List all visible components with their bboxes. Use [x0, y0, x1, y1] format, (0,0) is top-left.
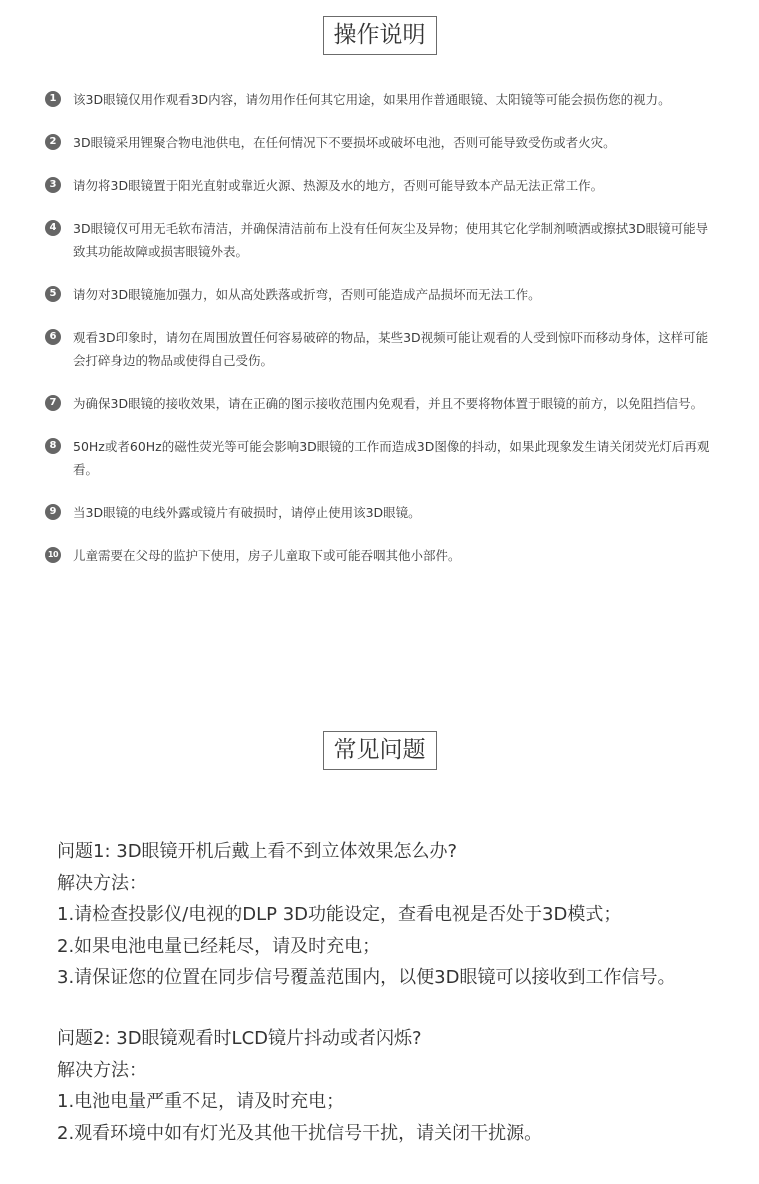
faq-step: 2.如果电池电量已经耗尽，请及时充电；: [57, 935, 381, 957]
list-item: [45, 544, 720, 567]
number-badge: 3: [45, 177, 61, 193]
faq-step: 1.电池电量严重不足，请及时充电；: [57, 1091, 345, 1112]
note-text: 50Hz或者60Hz的磁性荧光等可能会影响3D眼镜的工作而造成3D图像的抖动，如果此现象发生请关闭荧光灯后再观看。: [73, 439, 710, 477]
number-badge: 2: [45, 134, 61, 150]
note-text: 该3D眼镜仅用作观看3D内容，请勿用作任何其它用途，如果用作普通眼镜、太阳镜等可能会损伤您的视力。: [73, 92, 671, 107]
note-text: 为确保3D眼镜的接收效果，请在正确的图示接收范围内免观看，并且不要将物体置于眼镜的前方，以免阻挡信号。: [73, 396, 704, 411]
note-text: 请勿对3D眼镜施加强力，如从高处跌落或折弯，否则可能造成产品损坏而无法工作。: [73, 287, 541, 302]
faq-block-2: [57, 1023, 747, 1149]
number-badge: 6: [45, 329, 61, 345]
faq-question: 问题2: 3D眼镜观看时LCD镜片抖动或者闪烁?: [57, 1028, 422, 1049]
list-item: [45, 131, 720, 154]
list-item: [45, 88, 720, 111]
number-badge: 7: [45, 395, 61, 411]
note-text: 当3D眼镜的电线外露或镜片有破损时，请停止使用该3D眼镜。: [73, 505, 421, 520]
section-title-operation: 操作说明: [323, 16, 437, 55]
note-text: 观看3D印象时，请勿在周围放置任何容易破碎的物品，某些3D视频可能让观看的人受到惊吓而移动身体，这样可能会打碎身边的物品或使得自己受伤。: [73, 330, 709, 368]
section-title-faq: 常见问题: [323, 731, 437, 770]
faq-solution-label: 解决方法：: [57, 1059, 147, 1081]
note-text: 儿童需要在父母的监护下使用，房子儿童取下或可能吞咽其他小部件。: [73, 548, 461, 563]
number-badge: 1: [45, 91, 61, 107]
number-badge: 4: [45, 220, 61, 236]
faq-step: 1.请检查投影仪/电视的DLP 3D功能设定，查看电视是否处于3D模式；: [57, 904, 622, 925]
list-item: [45, 392, 720, 415]
list-item: [45, 174, 720, 197]
note-text: 3D眼镜采用锂聚合物电池供电，在任何情况下不要损坏或破坏电池，否则可能导致受伤或者火灾。: [73, 135, 616, 150]
note-text: 请勿将3D眼镜置于阳光直射或靠近火源、热源及水的地方，否则可能导致本产品无法正常工作。: [73, 178, 604, 193]
faq-step: 2.观看环境中如有灯光及其他干扰信号干扰，请关闭干扰源。: [57, 1122, 543, 1144]
faq-block-1: [57, 836, 747, 994]
list-item: [45, 217, 720, 263]
operation-notes-list: [45, 88, 720, 567]
number-badge: 9: [45, 504, 61, 520]
faq-solution-label: 解决方法：: [57, 872, 147, 894]
number-badge: 8: [45, 438, 61, 454]
note-text: 3D眼镜仅可用无毛软布清洁，并确保清洁前布上没有任何灰尘及异物；使用其它化学制剂喷洒或擦拭3D眼镜可能导致其功能故障或损害眼镜外表。: [73, 221, 709, 259]
faq-step: 3.请保证您的位置在同步信号覆盖范围内，以便3D眼镜可以接收到工作信号。: [57, 967, 676, 988]
list-item: [45, 326, 720, 372]
faq-question: 问题1: 3D眼镜开机后戴上看不到立体效果怎么办?: [57, 841, 458, 862]
list-item: [45, 283, 720, 306]
list-item: [45, 501, 720, 524]
list-item: [45, 435, 720, 481]
number-badge: 10: [45, 547, 61, 563]
number-badge: 5: [45, 286, 61, 302]
